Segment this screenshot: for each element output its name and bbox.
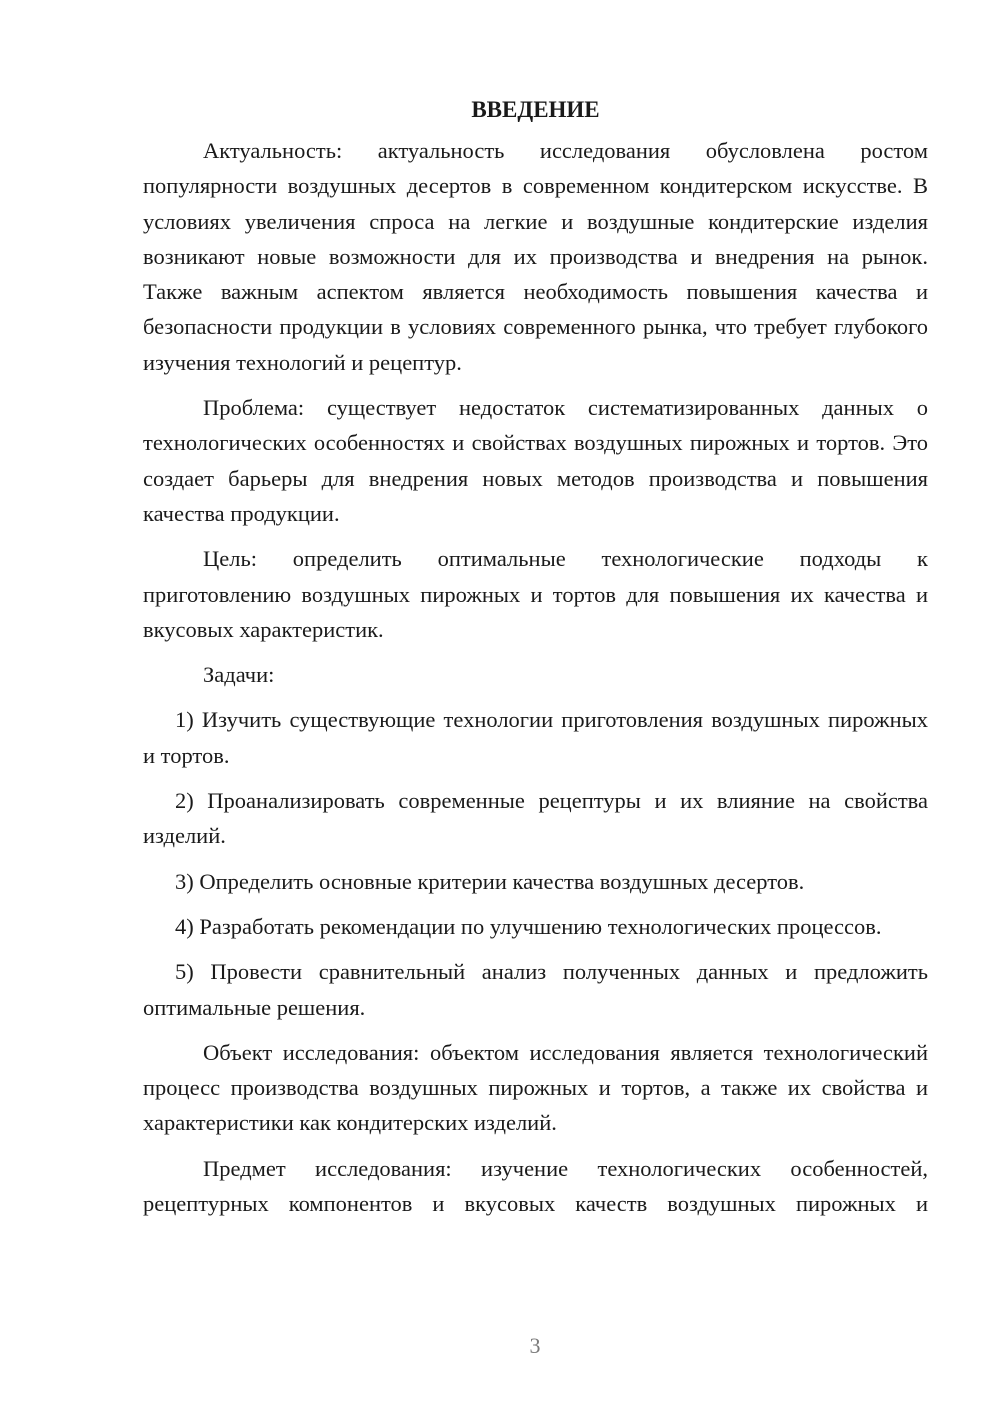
task-item: 5) Провести сравнительный анализ полученных данных и предложить оптимальные решения. (143, 959, 928, 1020)
task-item: 4) Разработать рекомендации по улучшению технологических процессов. (175, 913, 882, 939)
section-heading: ВВЕДЕНИЕ (471, 97, 600, 122)
page-number: 3 (529, 1333, 541, 1358)
subject-paragraph: Предмет исследования: изучение технологических особенностей, рецептурных компонентов и вкусовых качеств воздушных пирожных и (143, 1155, 928, 1217)
tasks-label: Задачи: (203, 662, 275, 688)
task-item: 1) Изучить существующие технологии приготовления воздушных пирожных и тортов. (143, 707, 928, 768)
document-page (143, 92, 928, 1231)
task-item: 3) Определить основные критерии качества воздушных десертов. (175, 868, 805, 894)
object-paragraph: Объект исследования: объектом исследования является технологический процесс производства воздушных пирожных и тортов, а также их свойства и характеристики как кондитерских изделий. (143, 1039, 928, 1136)
task-item: 2) Проанализировать современные рецептуры и их влияние на свойства изделий. (143, 788, 928, 849)
relevance-paragraph: Актуальность: актуальность исследования обусловлена ростом популярности воздушных десертов в современном кондитерском искусстве. В условиях увеличения спроса на легкие и воздушные кондитерские изделия возникают новые возможности для их производства и внедрения на рынок. Также важным аспектом является необходимость повышения качества и безопасности продукции в условиях современного рынка, что требует глубокого изучения технологий и рецептур. (143, 138, 928, 375)
goal-paragraph: Цель: определить оптимальные технологические подходы к приготовлению воздушных пирожных и тортов для повышения их качества и вкусовых характеристик. (143, 546, 928, 642)
problem-paragraph: Проблема: существует недостаток систематизированных данных о технологических особенностях и свойствах воздушных пирожных и тортов. Это создает барьеры для внедрения новых методов производства и повышения качества продукции. (143, 395, 928, 526)
